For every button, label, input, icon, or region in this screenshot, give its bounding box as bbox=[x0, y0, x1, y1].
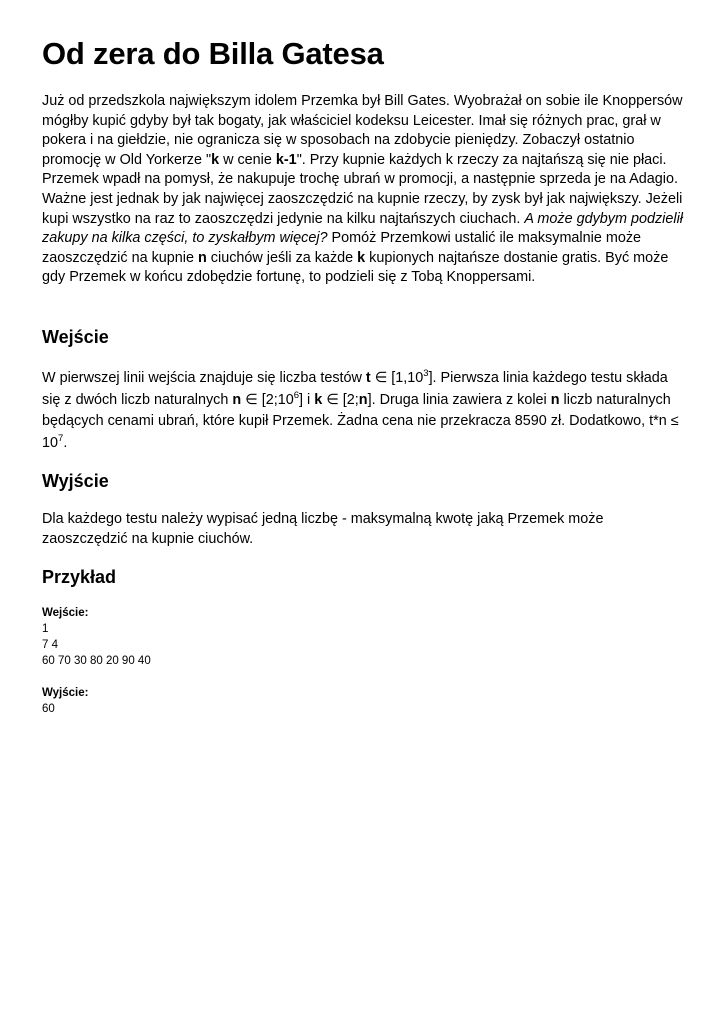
example-input-line: 60 70 30 80 20 90 40 bbox=[42, 655, 151, 667]
page-title: Od zera do Billa Gatesa bbox=[42, 36, 384, 71]
example-input-label: Wejście: bbox=[42, 607, 89, 619]
example-heading: Przykład bbox=[42, 567, 117, 587]
input-t: t bbox=[365, 370, 371, 386]
intro-text-6: kupionych najtańsze dostanie gratis. Być może gdy Przemek w końcu zdobędzie fortunę, to podzieli się z Tobą Knoppersami. bbox=[42, 249, 669, 286]
intro-paragraph bbox=[42, 92, 687, 288]
example-output-label: Wyjście: bbox=[42, 687, 89, 699]
example-input-line: 1 bbox=[42, 623, 49, 635]
input-exp-2: 6 bbox=[293, 389, 300, 401]
input-exp-1: 3 bbox=[423, 368, 429, 379]
intro-text-2: w cenie bbox=[219, 151, 276, 168]
intro-text-1: Już od przedszkola największym idolem Przemka był Bill Gates. Wyobrażał on sobie ile Knoppersów mógłby kupić gdyby był tak bogaty, jak właściciel kodeksu Leicester. Imał się różnych prac, grał w pokera i na giełdzie, nie ogranicza się w sposobach na zdobycie pieniędzy. Zobaczył ostatnio promocję w Old Yorkerze " bbox=[42, 93, 683, 168]
input-n-2: n bbox=[358, 391, 368, 408]
input-text-g: ]. Druga linia zawiera z kolei bbox=[367, 391, 551, 408]
intro-k: k bbox=[211, 151, 220, 168]
input-text-b: ∈ [1,10 bbox=[370, 370, 424, 386]
input-n-3: n bbox=[550, 391, 560, 408]
input-text-d: ∈ [2;10 bbox=[241, 391, 294, 408]
input-text-f: ∈ [2; bbox=[322, 391, 359, 408]
intro-k-2: k bbox=[357, 249, 366, 266]
intro-text-4: Pomóż Przemkowi ustalić ile maksymalnie może zaoszczędzić na kupnie bbox=[42, 230, 642, 266]
input-n: n bbox=[232, 391, 242, 408]
example-input-line: 7 4 bbox=[42, 639, 58, 651]
intro-n: n bbox=[198, 249, 207, 266]
input-text-h: liczb naturalnych będących cenami ubrań, które kupił Przemek. Żadna cena nie przekracza 8590 zł. Dodatkowo, t*n ≤ 10 bbox=[42, 391, 679, 451]
intro-text-5: ciuchów jeśli za każde bbox=[206, 249, 358, 266]
output-heading: Wyjście bbox=[42, 471, 109, 491]
input-text-c: ]. Pierwsza linia każdego testu składa się z dwóch liczb naturalnych bbox=[42, 370, 668, 408]
input-paragraph bbox=[42, 368, 687, 454]
example-output-line: 60 bbox=[42, 703, 55, 715]
intro-text-3: ". Przy kupnie każdych k rzeczy za najtańszą się nie płaci. Przemek wpadł na pomysł, że nakupuje trochę ubrań w promocji, a następnie sprzeda je na Adagio. Ważne jest jednak by jak najwięcej zaoszczędzić na kupnie rzeczy, by zysk był jak największy. Jeżeli kupi wszystko na raz to zaoszczędzi jedynie na kilku najtańszych ciuchach. bbox=[42, 151, 683, 227]
intro-italic-quote: A może gdybym podzielił zakupy na kilka części, to zyskałbym więcej? bbox=[42, 210, 683, 247]
output-paragraph: Dla każdego testu należy wypisać jedną liczbę - maksymalną kwotę jaką Przemek może zaoszczędzić na kupnie ciuchów. bbox=[42, 511, 604, 547]
input-k: k bbox=[314, 391, 323, 408]
intro-k-minus-1: k-1 bbox=[275, 151, 297, 168]
input-text-e: ] i bbox=[299, 391, 315, 408]
input-text-i: . bbox=[63, 434, 68, 451]
input-exp-3: 7 bbox=[58, 432, 64, 444]
input-heading: Wejście bbox=[42, 327, 109, 347]
input-text-a: W pierwszej linii wejścia znajduje się liczba testów bbox=[42, 370, 366, 386]
